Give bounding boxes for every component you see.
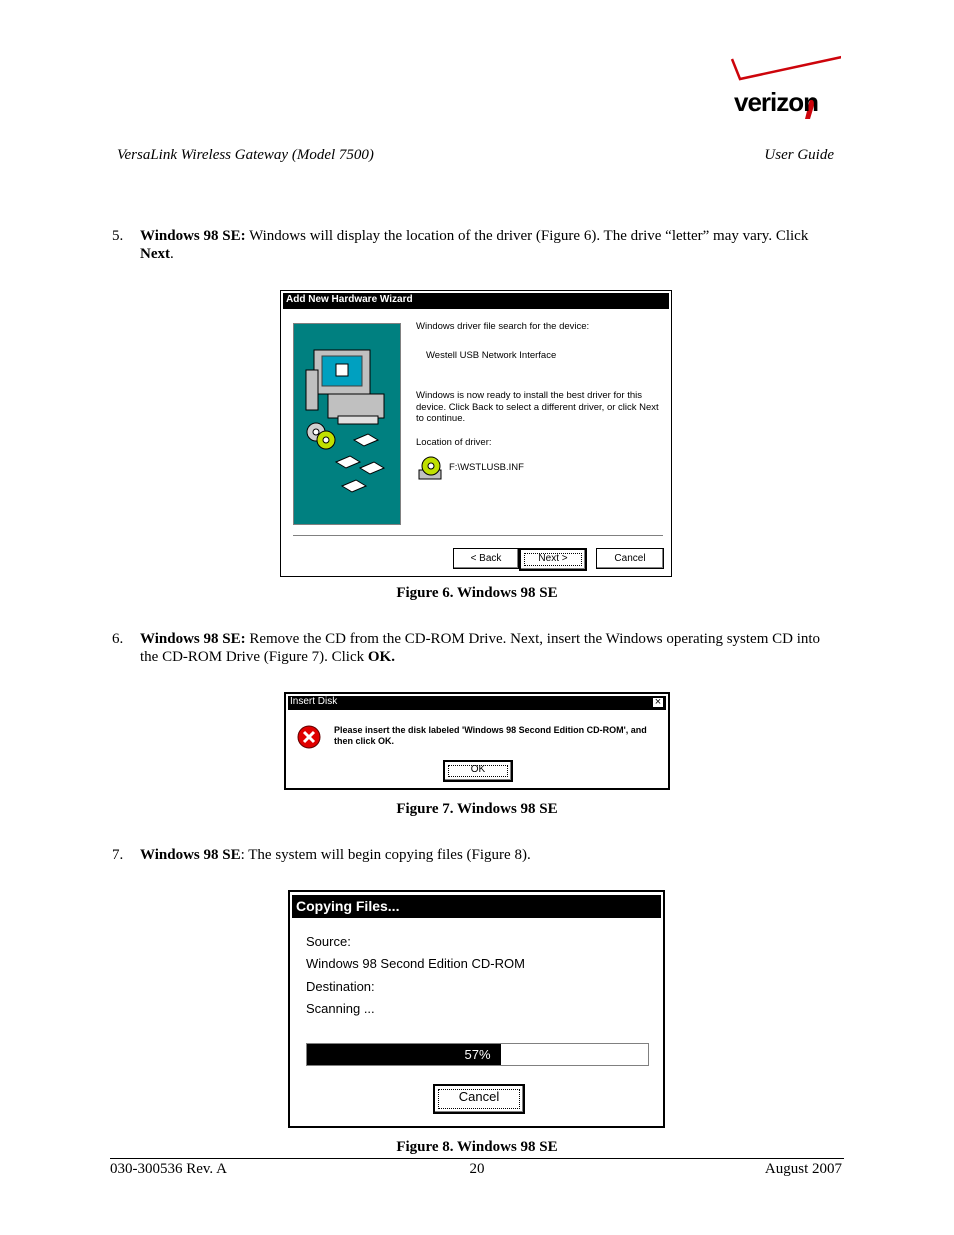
- destination-value: Scanning ...: [306, 1001, 375, 1016]
- close-button[interactable]: [652, 697, 664, 708]
- dialog-title: Insert Disk: [290, 696, 338, 707]
- step-text: Windows 98 SE: The system will begin copying files (Figure 8).: [140, 847, 531, 863]
- insert-disk-dialog: [284, 692, 670, 790]
- progress-bar: [306, 1043, 649, 1066]
- figure-7-caption: Figure 7. Windows 98 SE: [396, 801, 558, 817]
- cd-drive-icon: [417, 454, 445, 482]
- doc-number: 030-300536 Rev. A: [110, 1161, 227, 1177]
- step-number: 6.: [112, 631, 124, 647]
- cancel-button[interactable]: Cancel: [596, 548, 664, 569]
- page-number: 20: [469, 1161, 485, 1177]
- progress-text: 57%: [464, 1047, 491, 1062]
- figure-6-caption: Figure 6. Windows 98 SE: [396, 585, 558, 601]
- computer-icon: [294, 324, 400, 524]
- step-number: 5.: [112, 228, 124, 244]
- verizon-logo: [726, 55, 841, 123]
- title-bar: [288, 696, 666, 710]
- source-value: Windows 98 Second Edition CD-ROM: [306, 956, 525, 971]
- location-label: Location of driver:: [416, 437, 492, 448]
- ready-text: Windows is now ready to install the best driver for this device. Click Back to select a different driver, or click Next to continue.: [416, 390, 659, 424]
- error-icon: [297, 725, 321, 749]
- separator: [293, 535, 663, 537]
- close-icon: ×: [654, 696, 662, 708]
- driver-path: F:\WSTLUSB.INF: [449, 462, 524, 473]
- step-number: 7.: [112, 847, 124, 863]
- add-hardware-wizard-window: [280, 290, 672, 577]
- step-5: [112, 227, 852, 267]
- figure-8-caption: Figure 8. Windows 98 SE: [396, 1139, 558, 1155]
- ok-button[interactable]: OK: [443, 760, 513, 782]
- window-title: Add New Hardware Wizard: [286, 294, 413, 305]
- back-button[interactable]: < Back: [453, 548, 519, 569]
- step-6: [112, 630, 852, 670]
- step-7: [112, 846, 852, 866]
- source-label: Source:: [306, 934, 351, 949]
- dialog-message: Please insert the disk labeled 'Windows 98 Second Edition CD-ROM', and then click OK.: [334, 725, 647, 746]
- step-text: Windows 98 SE: Remove the CD from the CD-ROM Drive. Next, insert the Windows operating system CD into the CD-ROM Drive (Figure 7). Click OK.: [140, 631, 821, 665]
- copying-files-dialog: [288, 890, 665, 1128]
- title-bar: [283, 293, 669, 309]
- doc-title: VersaLink Wireless Gateway (Model 7500): [117, 147, 374, 163]
- wizard-image-panel: [293, 323, 401, 525]
- logo-wordmark: verizon: [734, 87, 819, 117]
- cancel-button[interactable]: Cancel: [433, 1084, 525, 1114]
- search-label: Windows driver file search for the device:: [416, 321, 590, 332]
- dialog-title: Copying Files...: [296, 898, 400, 914]
- doc-type: User Guide: [764, 147, 834, 163]
- destination-label: Destination:: [306, 979, 375, 994]
- step-text: Windows 98 SE: Windows will display the location of the driver (Figure 6). The drive “letter” may vary. Click Next.: [140, 228, 809, 262]
- title-bar: [292, 895, 661, 918]
- next-button[interactable]: Next >: [519, 548, 587, 571]
- footer-rule: [110, 1158, 844, 1159]
- doc-date: August 2007: [764, 1161, 842, 1177]
- device-name: Westell USB Network Interface: [426, 350, 557, 361]
